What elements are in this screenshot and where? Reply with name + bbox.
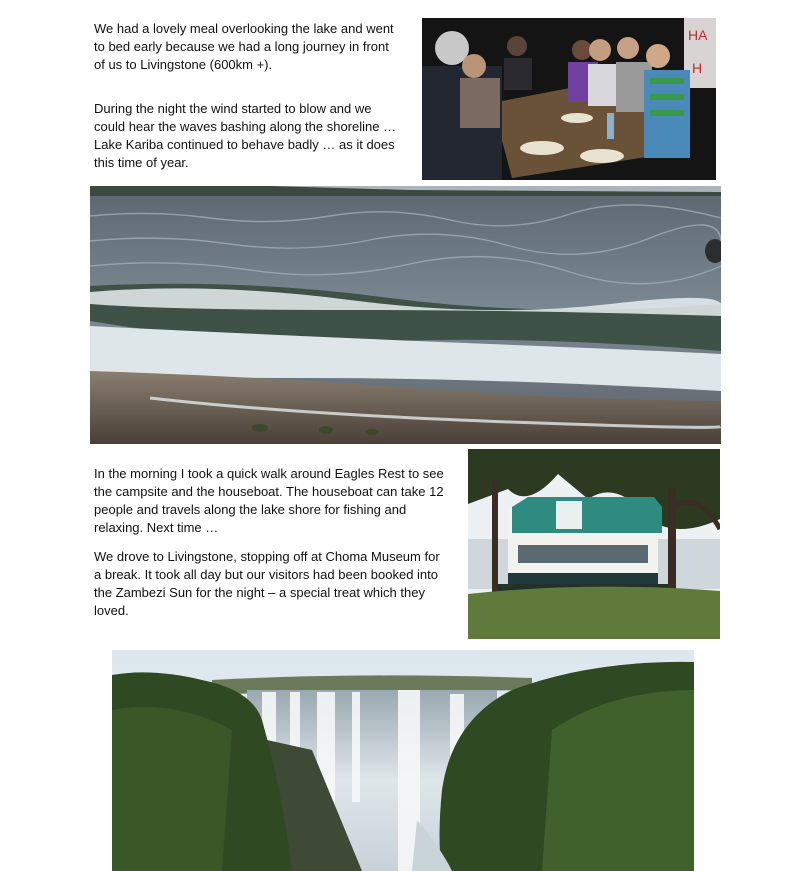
paragraph-night-wind: During the night the wind started to blow and we could hear the waves bashing along the shoreline … Lake Kariba continued to behave badly … as it does this time of year. xyxy=(94,101,397,170)
paragraph-houseboat: In the morning I took a quick walk around Eagles Rest to see the campsite and the houseboat. The houseboat can take 12 people and travels along the lake shore for fishing and relaxing. Next time … xyxy=(94,466,444,535)
paragraph-livingstone: We drove to Livingstone, stopping off at Choma Museum for a break. It took all day but our visitors had been booked into the Zambezi Sun for the night – a special treat which they loved. xyxy=(94,549,440,618)
paragraph-dinner: We had a lovely meal overlooking the lake and went to bed early because we had a long journey in front of us to Livingstone (600km +). xyxy=(94,21,394,72)
photo-dinner-table xyxy=(422,18,716,180)
photo-victoria-falls xyxy=(112,650,694,871)
photo-houseboat xyxy=(468,449,720,639)
svg-text:HA: HA xyxy=(688,27,708,43)
photo-lake-waves xyxy=(90,186,721,444)
svg-text:H: H xyxy=(692,60,703,76)
